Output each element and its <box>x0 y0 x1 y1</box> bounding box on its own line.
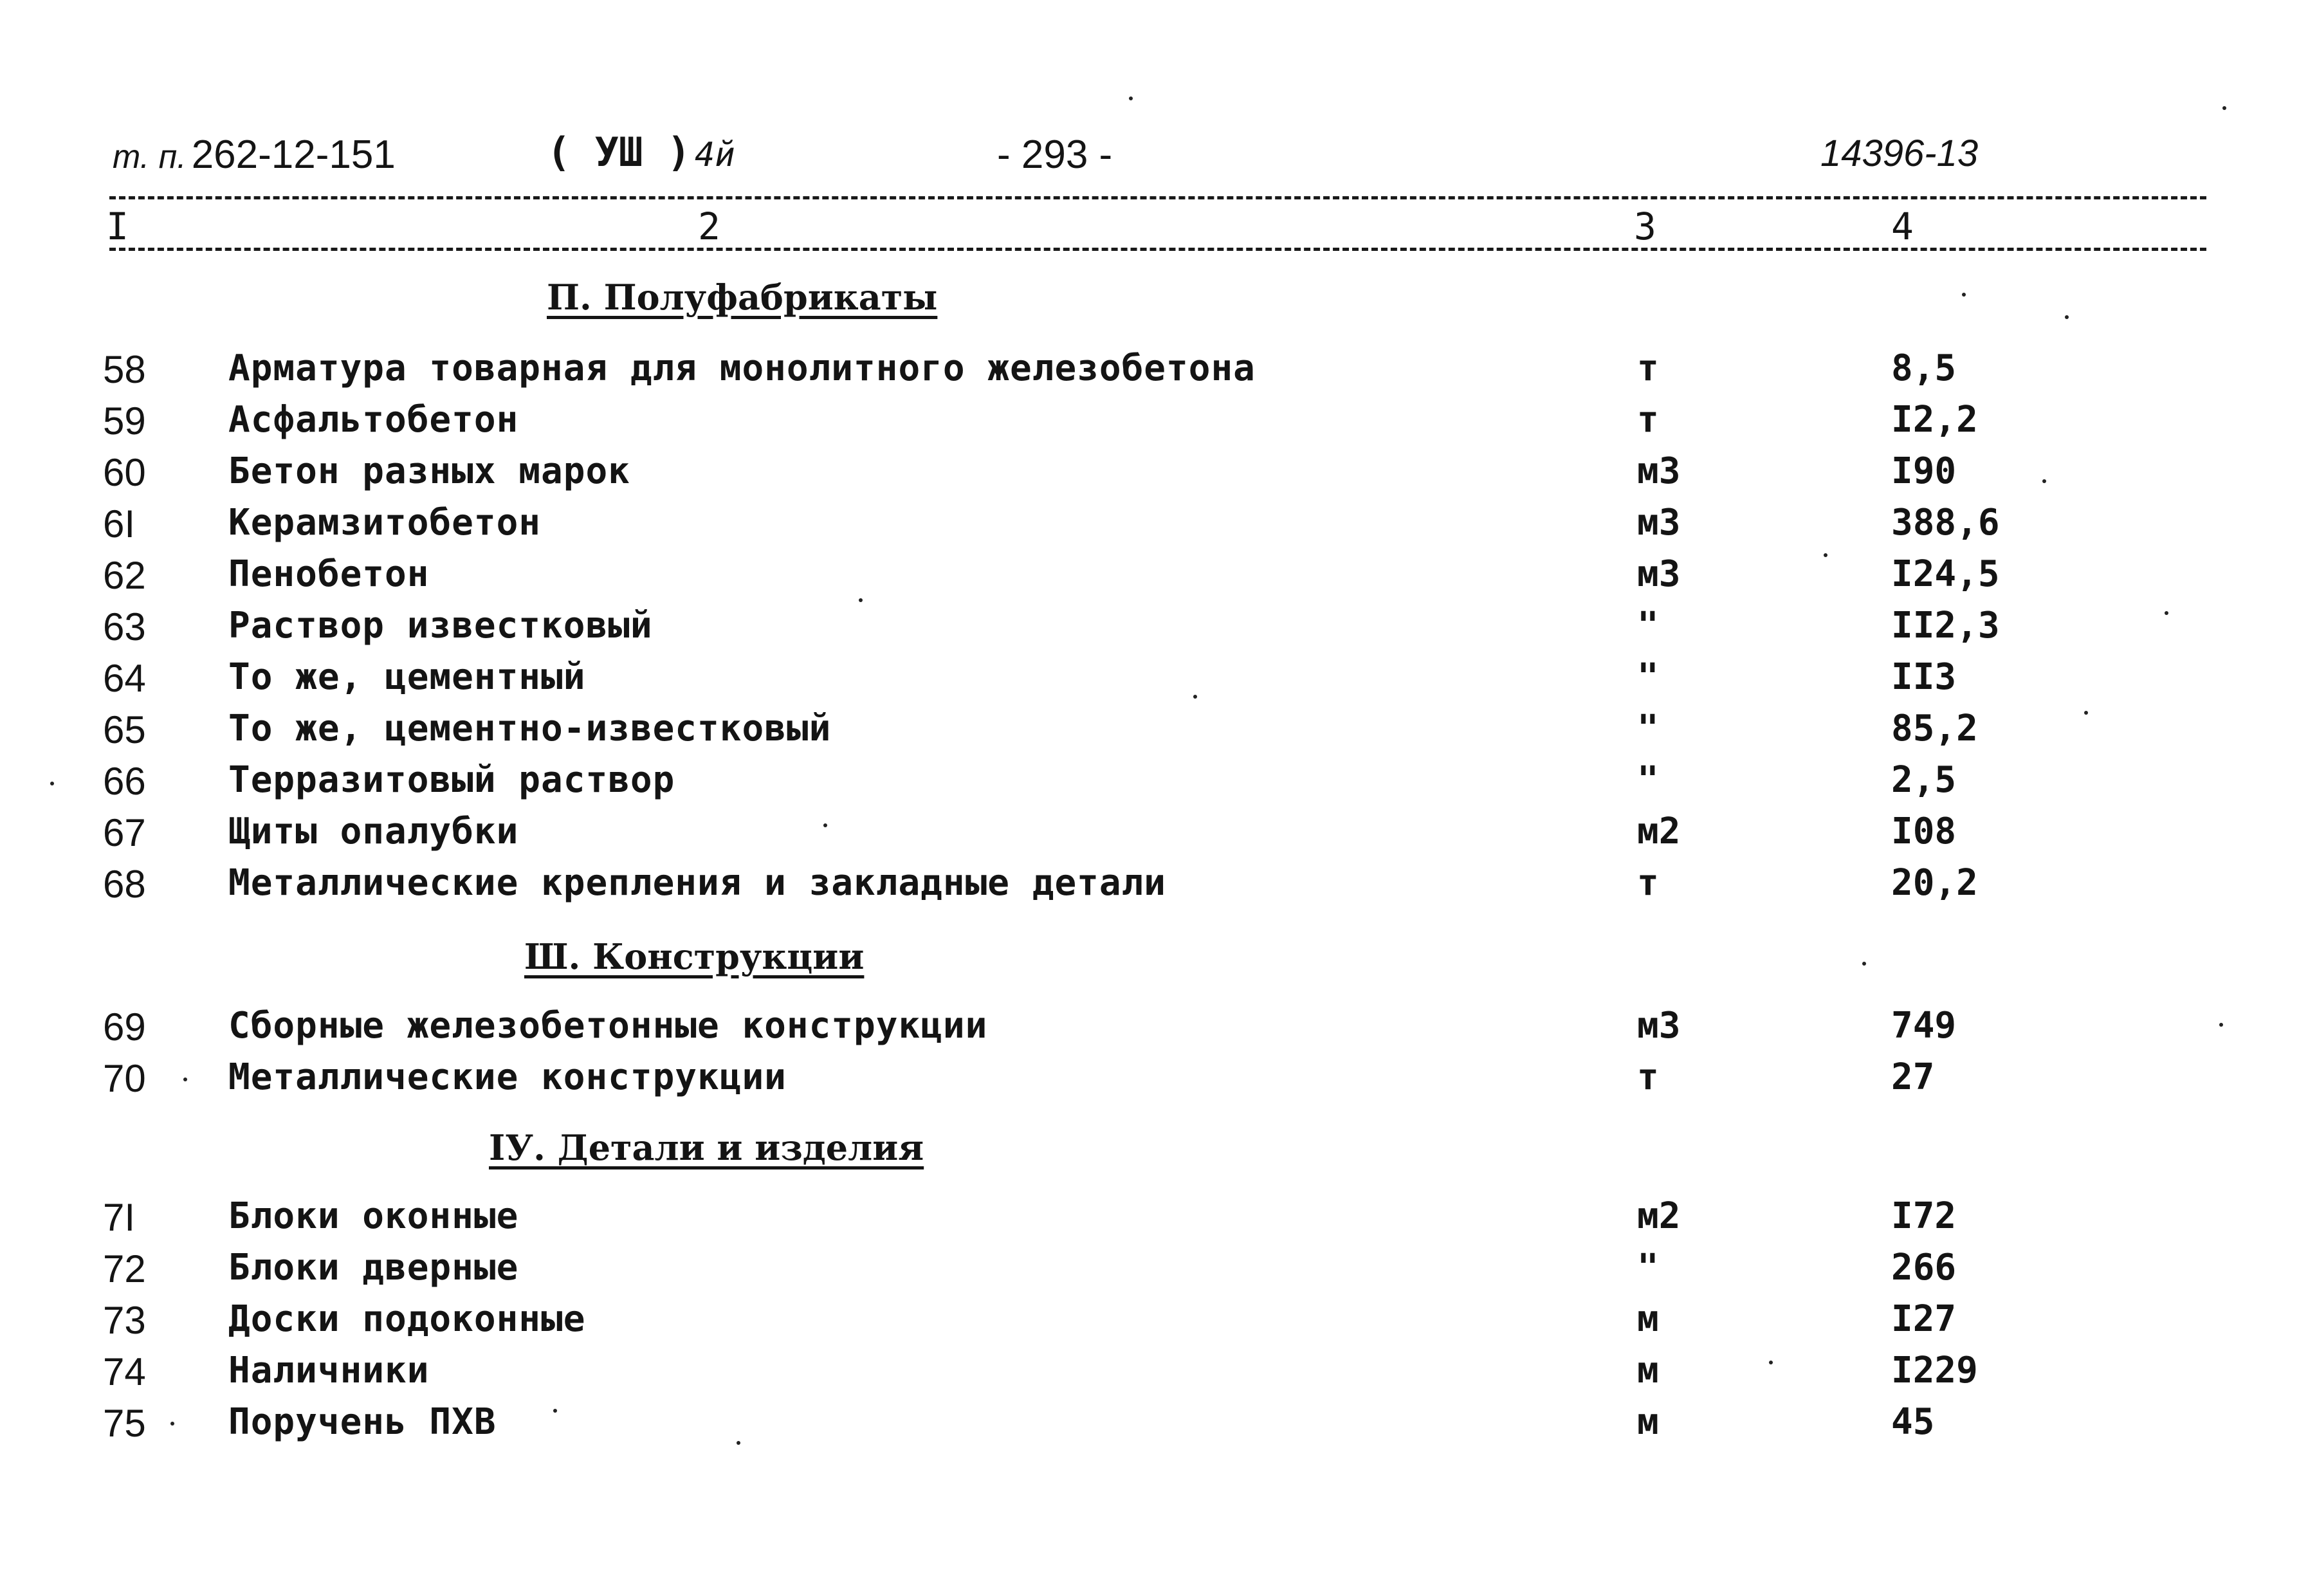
row-unit: м3 <box>1637 553 1681 595</box>
row-number: 58 <box>103 348 146 391</box>
table-row <box>0 1401 2317 1453</box>
table-row <box>0 1298 2317 1350</box>
row-quantity: I229 <box>1891 1350 1978 1391</box>
row-number: 74 <box>103 1350 146 1393</box>
row-number: 70 <box>103 1057 146 1100</box>
table-row <box>0 811 2317 862</box>
page-number: - 293 - <box>997 133 1113 177</box>
scan-speck <box>2084 711 2088 715</box>
row-quantity: 45 <box>1891 1401 1935 1443</box>
scan-speck <box>1962 293 1966 297</box>
scan-speck <box>859 598 863 602</box>
scan-speck <box>1862 962 1866 966</box>
table-row <box>0 1247 2317 1298</box>
scan-speck <box>553 1409 557 1413</box>
row-number: 66 <box>103 760 146 803</box>
row-number: 65 <box>103 708 146 751</box>
row-name: То же, цементный <box>228 656 586 698</box>
table-row <box>0 399 2317 450</box>
table-row <box>0 708 2317 759</box>
scan-speck <box>2042 479 2046 483</box>
row-name: Щиты опалубки <box>228 811 519 852</box>
row-name: То же, цементно-известковый <box>228 708 832 749</box>
scan-speck <box>823 823 827 827</box>
row-number: 60 <box>103 451 146 494</box>
row-name: Пенобетон <box>228 553 430 595</box>
row-number: 67 <box>103 811 146 854</box>
table-row <box>0 1350 2317 1401</box>
row-unit: т <box>1637 347 1659 389</box>
row-name: Керамзитобетон <box>228 502 542 544</box>
row-unit: м3 <box>1637 450 1681 492</box>
scan-speck <box>737 1441 740 1445</box>
row-unit: м <box>1637 1350 1659 1391</box>
column-number-3: 3 <box>1634 205 1656 248</box>
row-name: Поручень ПХВ <box>228 1401 497 1443</box>
row-quantity: I90 <box>1891 450 1957 492</box>
row-number: 63 <box>103 605 146 648</box>
row-name: Металлические крепления и закладные детали <box>228 862 1167 904</box>
row-number: 72 <box>103 1247 146 1290</box>
row-quantity: 388,6 <box>1891 502 2000 544</box>
table-row <box>0 1195 2317 1247</box>
row-name: Металлические конструкции <box>228 1056 787 1098</box>
table-row <box>0 1056 2317 1108</box>
row-number: 73 <box>103 1299 146 1342</box>
row-unit: м2 <box>1637 1195 1681 1237</box>
table-row <box>0 553 2317 605</box>
row-name: Терразитовый раствор <box>228 759 675 801</box>
row-quantity: 85,2 <box>1891 708 1978 749</box>
row-name: Раствор известковый <box>228 605 653 647</box>
scan-speck <box>1769 1361 1773 1364</box>
row-unit: " <box>1637 708 1659 749</box>
row-quantity: 749 <box>1891 1005 1957 1047</box>
row-name: Блоки дверные <box>228 1247 519 1289</box>
row-quantity: II3 <box>1891 656 1957 698</box>
row-name: Бетон разных марок <box>228 450 630 492</box>
column-number-1: I <box>106 205 129 248</box>
header-rule-bottom <box>109 248 2206 251</box>
table-row <box>0 1005 2317 1056</box>
header-section-value: ( УШ ) <box>547 129 691 176</box>
row-number: 62 <box>103 554 146 597</box>
row-number: 69 <box>103 1005 146 1049</box>
row-quantity: I24,5 <box>1891 553 2000 595</box>
row-unit: м <box>1637 1298 1659 1340</box>
row-quantity: 2,5 <box>1891 759 1957 801</box>
scan-speck <box>2219 1023 2223 1027</box>
row-unit: м3 <box>1637 1005 1681 1047</box>
row-unit: " <box>1637 1247 1659 1289</box>
table-row <box>0 656 2317 708</box>
document-number: 14396-13 <box>1820 133 1979 174</box>
scan-speck <box>1193 695 1197 699</box>
table-row <box>0 450 2317 502</box>
row-name: Наличники <box>228 1350 430 1391</box>
scan-speck <box>2065 315 2069 319</box>
row-quantity: 266 <box>1891 1247 1957 1289</box>
row-quantity: I72 <box>1891 1195 1957 1237</box>
row-number: 7I <box>103 1196 136 1239</box>
scan-speck <box>2222 106 2226 110</box>
row-unit: м2 <box>1637 811 1681 852</box>
row-quantity: II2,3 <box>1891 605 2000 647</box>
row-unit: м3 <box>1637 502 1681 544</box>
row-quantity: I2,2 <box>1891 399 1978 441</box>
header-section-mark: 4й <box>694 136 735 174</box>
column-number-4: 4 <box>1891 205 1914 248</box>
column-number-2: 2 <box>698 205 720 248</box>
row-name: Доски подоконные <box>228 1298 586 1340</box>
row-unit: т <box>1637 1056 1659 1098</box>
row-number: 68 <box>103 863 146 906</box>
header-section <box>547 129 735 176</box>
row-unit: т <box>1637 862 1659 904</box>
section-title-parts-products: IУ. Детали и изделия <box>489 1127 924 1168</box>
section-title-structures: Ш. Конструкции <box>524 936 865 977</box>
scan-speck <box>1129 96 1133 100</box>
scan-speck <box>183 1078 187 1081</box>
row-number: 6I <box>103 502 136 546</box>
table-row <box>0 502 2317 553</box>
row-number: 59 <box>103 399 146 443</box>
row-number: 75 <box>103 1402 146 1445</box>
row-unit: " <box>1637 656 1659 698</box>
header-code-value: 262-12-151 <box>191 133 396 177</box>
table-row <box>0 862 2317 913</box>
row-quantity: 20,2 <box>1891 862 1978 904</box>
table-row <box>0 605 2317 656</box>
row-unit: м <box>1637 1401 1659 1443</box>
scan-speck <box>170 1422 174 1426</box>
section-title-semi-finished: П. Полуфабрикаты <box>547 277 938 318</box>
row-quantity: I27 <box>1891 1298 1957 1340</box>
scan-speck <box>50 782 54 785</box>
row-number: 64 <box>103 657 146 700</box>
table-row <box>0 347 2317 399</box>
header-rule-top <box>109 196 2206 199</box>
row-unit: " <box>1637 605 1659 647</box>
scan-speck <box>2165 611 2168 615</box>
row-name: Асфальтобетон <box>228 399 519 441</box>
row-quantity: 8,5 <box>1891 347 1957 389</box>
header-code-prefix: т. п. <box>113 138 187 176</box>
row-name: Блоки оконные <box>228 1195 519 1237</box>
row-quantity: 27 <box>1891 1056 1935 1098</box>
scan-speck <box>1824 553 1827 557</box>
row-name: Сборные железобетонные конструкции <box>228 1005 988 1047</box>
row-quantity: I08 <box>1891 811 1957 852</box>
row-name: Арматура товарная для монолитного железобетона <box>228 347 1256 389</box>
row-unit: т <box>1637 399 1659 441</box>
row-unit: " <box>1637 759 1659 801</box>
table-row <box>0 759 2317 811</box>
header-project-code <box>113 132 396 178</box>
